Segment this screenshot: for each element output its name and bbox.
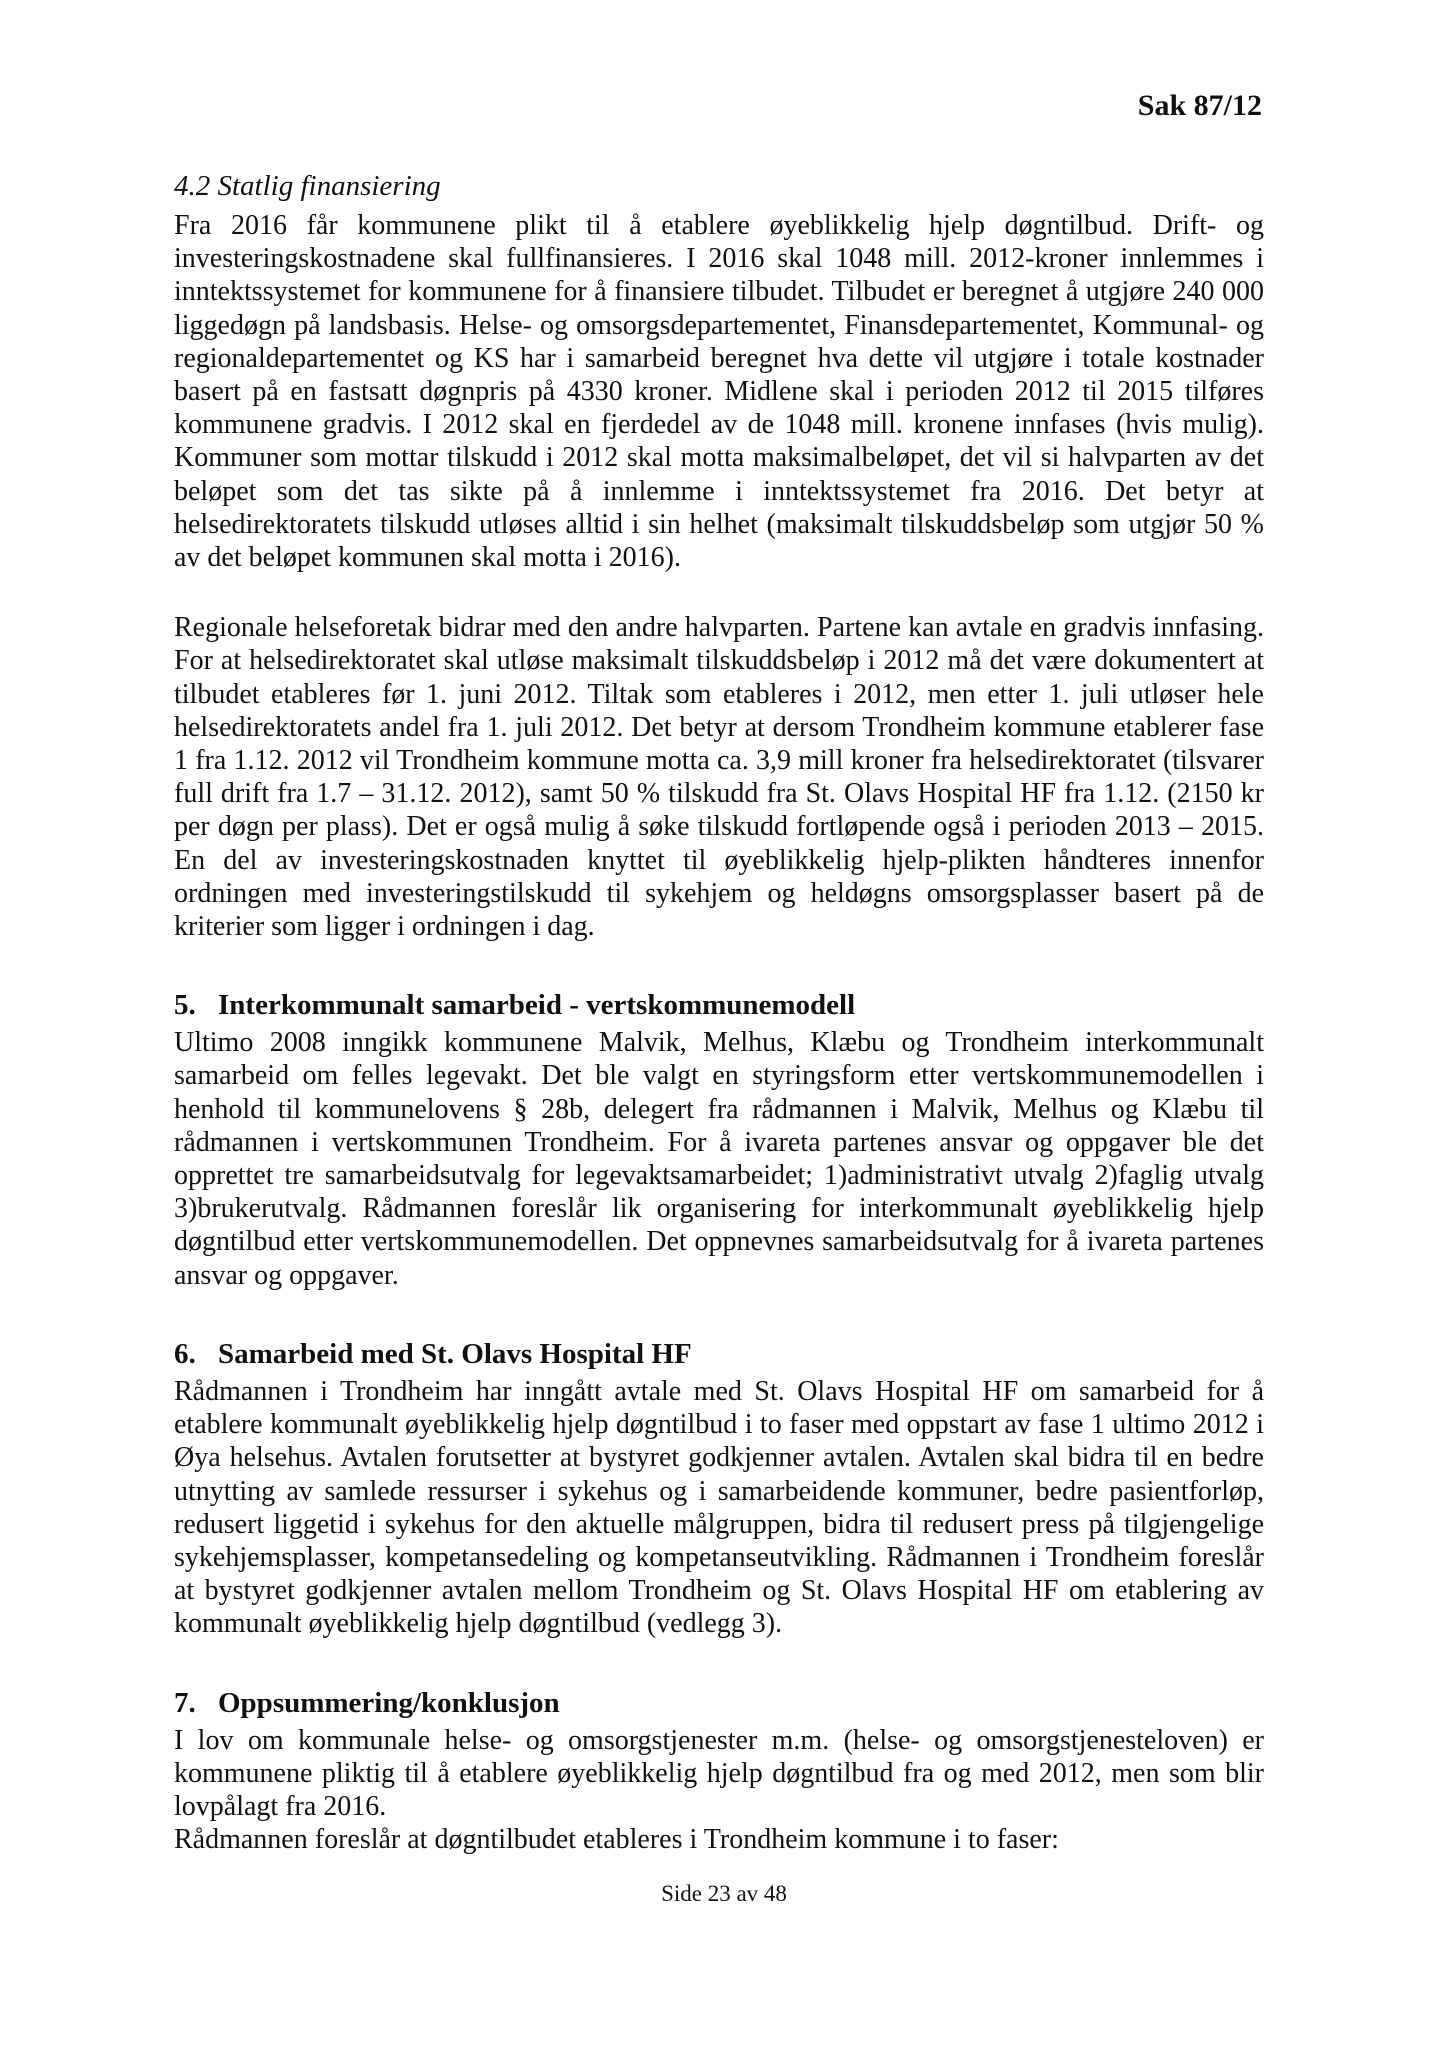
section-title: Samarbeid med St. Olavs Hospital HF bbox=[218, 1337, 692, 1370]
section-number: 5. bbox=[174, 989, 196, 1022]
case-number: Sak 87/12 bbox=[1137, 89, 1262, 122]
paragraph: Regionale helseforetak bidrar med den andre halvparten. Partene kan avtale en gradvis innfasing. For at helsedirektoratet skal utløse maksimalt tilskuddsbeløp i 2012 må det være dokumentert at tilbudet etableres før 1. juni 2012. Tiltak som etableres i 2012, men etter 1. juli utløser hele helsedirektoratets andel fra 1. juli 2012. Det betyr at dersom Trondheim kommune etablerer fase 1 fra 1.12. 2012 vil Trondheim kommune motta ca. 3,9 mill kroner fra helsedirektoratet (tilsvarer full drift fra 1.7 – 31.12. 2012), samt 50 % tilskudd fra St. Olavs Hospital HF fra 1.12. (2150 kr per døgn per plass). Det er også mulig å søke tilskudd fortløpende også i perioden 2013 – 2015. En del av investeringskostnaden knyttet til øyeblikkelig hjelp-plikten håndteres innenfor ordningen med investeringstilskudd til sykehjem og heldøgns omsorgsplasser basert på de kriterier som ligger i ordningen i dag. bbox=[174, 612, 1264, 943]
paragraph: Rådmannen foreslår at døgntilbudet etableres i Trondheim kommune i to faser: bbox=[174, 1824, 1059, 1856]
section-heading-6 bbox=[174, 1338, 1264, 1371]
section-heading-7 bbox=[174, 1687, 1264, 1720]
paragraph-gap bbox=[174, 574, 1264, 611]
paragraph: Rådmannen i Trondheim har inngått avtale med St. Olavs Hospital HF om samarbeid for å etablere kommunalt øyeblikkelig hjelp døgntilbud i to faser med oppstart av fase 1 ultimo 2012 i Øya helsehus. Avtalen forutsetter at bystyret godkjenner avtalen. Avtalen skal bidra til en bedre utnytting av samlede ressurser i sykehus og i samarbeidende kommuner, bedre pasientforløp, redusert liggetid i sykehus for den aktuelle målgruppen, bidra til redusert press på tilgjengelige sykehjemsplasser, kompetansedeling og kompetanseutvikling. Rådmannen i Trondheim foreslår at bystyret godkjenner avtalen mellom Trondheim og St. Olavs Hospital HF om etablering av kommunalt øyeblikkelig hjelp døgntilbud (vedlegg 3). bbox=[174, 1375, 1264, 1640]
page-number: Side 23 av 48 bbox=[661, 1881, 787, 1906]
section-heading-5 bbox=[174, 989, 1264, 1022]
subsection-title-4-2: 4.2 Statlig finansiering bbox=[174, 170, 441, 202]
section-title: Interkommunalt samarbeid - vertskommunemodell bbox=[218, 989, 856, 1022]
document-body bbox=[174, 170, 1264, 1856]
paragraph: Ultimo 2008 inngikk kommunene Malvik, Melhus, Klæbu og Trondheim interkommunalt samarbeid om felles legevakt. Det ble valgt en styringsform etter vertskommunemodellen i henhold til kommunelovens § 28b, delegert fra rådmannen i Malvik, Melhus og Klæbu til rådmannen i vertskommunen Trondheim. For å ivareta partenes ansvar og oppgaver ble det opprettet tre samarbeidsutvalg for legevaktsamarbeidet; 1)administrativt utvalg 2)faglig utvalg 3)brukerutvalg. Rådmannen foreslår lik organisering for interkommunalt øyeblikkelig hjelp døgntilbud etter vertskommunemodellen. Det oppnevnes samarbeidsutvalg for å ivareta partenes ansvar og oppgaver. bbox=[174, 1027, 1264, 1291]
section-title: Oppsummering/konklusjon bbox=[218, 1686, 560, 1719]
paragraph: Fra 2016 får kommunene plikt til å etablere øyeblikkelig hjelp døgntilbud. Drift- og investeringskostnadene skal fullfinansieres. I 2016 skal 1048 mill. 2012-kroner innlemmes i inntektssystemet for kommunene for å finansiere tilbudet. Tilbudet er beregnet å utgjøre 240 000 liggedøgn på landsbasis. Helse- og omsorgsdepartementet, Finansdepartementet, Kommunal- og regionaldepartementet og KS har i samarbeid beregnet hva dette vil utgjøre i totale kostnader basert på en fastsatt døgnpris på 4330 kroner. Midlene skal i perioden 2012 til 2015 tilføres kommunene gradvis. I 2012 skal en fjerdedel av de 1048 mill. kronene innfases (hvis mulig). Kommuner som mottar tilskudd i 2012 skal motta maksimalbeløpet, det vil si halvparten av det beløpet som det tas sikte på å innlemme i inntektssystemet fra 2016. Det betyr at helsedirektoratets tilskudd utløses alltid i sin helhet (maksimalt tilskuddsbeløp som utgjør 50 % av det beløpet kommunen skal motta i 2016). bbox=[174, 210, 1264, 574]
section-number: 7. bbox=[174, 1686, 196, 1719]
section-number: 6. bbox=[174, 1337, 196, 1370]
paragraph: I lov om kommunale helse- og omsorgstjenester m.m. (helse- og omsorgstjenesteloven) er kommunene pliktig til å etablere øyeblikkelig hjelp døgntilbud fra og med 2012, men som blir lovpålagt fra 2016. bbox=[174, 1724, 1264, 1822]
